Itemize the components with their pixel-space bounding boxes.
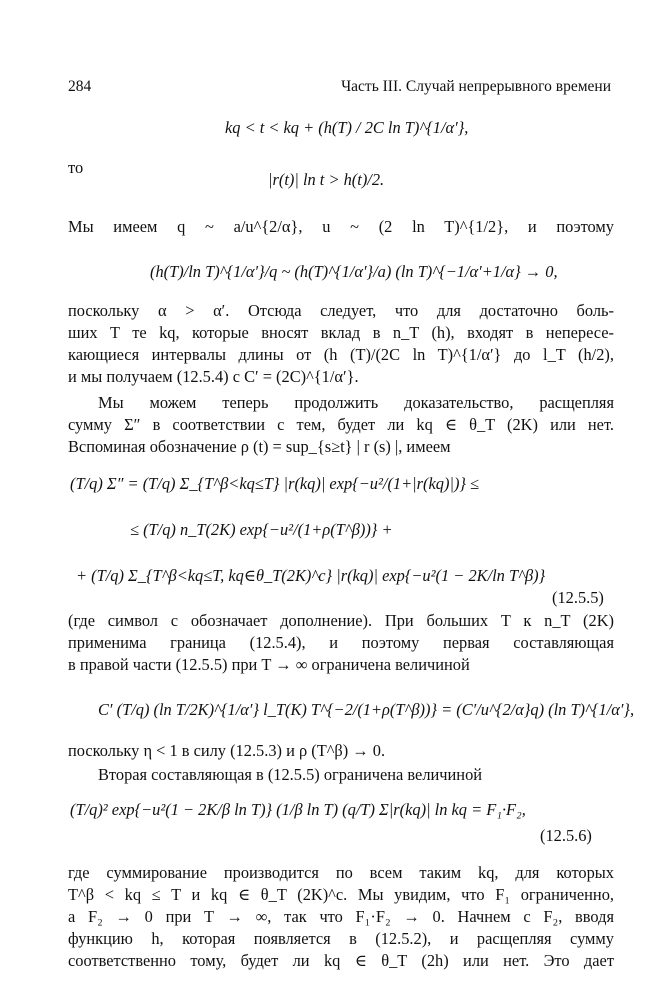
- text-line: и мы получаем (12.5.4) с C′ = (2C)^{1/α′}.: [68, 367, 359, 386]
- text-line: кающиеся интервалы длины от (h (T)/(2C ln T)^{1/α′} до l_T (h/2),: [68, 345, 614, 364]
- text-line: Мы имеем q ~ a/u^{2/α}, u ~ (2 ln T)^{1/2}, и поэтому: [68, 217, 614, 236]
- text-line: ших T те kq, которые вносят вклад в n_T (h), входят в непересе-: [68, 323, 614, 342]
- text-line: где суммирование производится по всем таким kq, для которых: [68, 863, 614, 882]
- text-line: Мы можем теперь продолжить доказательство, расщепляя: [98, 393, 614, 412]
- page-number: 284: [68, 78, 92, 95]
- text-line: применима граница (12.5.4), и поэтому первая составляющая: [68, 633, 614, 652]
- equation-5: C′ (T/q) (ln T/2K)^{1/α′} l_T(K) T^{−2/(1+ρ(T^β))} = (C′/u^{2/α}q) (ln T)^{1/α′},: [98, 700, 635, 719]
- equation-6: (T/q)² exp{−u²(1 − 2K/β ln T)} (1/β ln T) (q/T) Σ|r(kq)| ln kq = F₁·F₂,: [70, 800, 526, 819]
- text-line: T^β < kq ≤ T и kq ∈ θ_T (2K)^c. Мы увидим, что F₁ ограниченно,: [68, 885, 614, 904]
- text-line: функцию h, которая появляется в (12.5.2), и расщепляя сумму: [68, 929, 614, 948]
- text-line: в правой части (12.5.5) при T → ∞ ограничена величиной: [68, 655, 470, 674]
- equation-number: (12.5.6): [540, 826, 592, 845]
- text-line: Вспоминая обозначение ρ (t) = sup_{s≥t} | r (s) |, имеем: [68, 437, 451, 456]
- equation-4b: ≤ (T/q) n_T(2K) exp{−u²/(1+ρ(T^β))} +: [130, 520, 393, 539]
- text-line: поскольку α > α′. Отсюда следует, что для достаточно боль-: [68, 301, 614, 320]
- text-line: соответственно тому, будет ли kq ∈ θ_T (2h) или нет. Это дает: [68, 951, 614, 970]
- equation-4c: + (T/q) Σ_{T^β<kq≤T, kq∈θ_T(2K)^c} |r(kq)| exp{−u²(1 − 2K/ln T^β)}: [76, 566, 546, 585]
- text-line: Вторая составляющая в (12.5.5) ограничена величиной: [98, 765, 483, 784]
- text-line: (где символ c обозначает дополнение). При больших T к n_T (2K): [68, 611, 614, 630]
- word-to: то: [68, 158, 84, 177]
- equation-number: (12.5.5): [552, 588, 604, 607]
- equation-4a: (T/q) Σ″ = (T/q) Σ_{T^β<kq≤T} |r(kq)| exp{−u²/(1+|r(kq)|)} ≤: [70, 474, 480, 493]
- equation-2: |r(t)| ln t > h(t)/2.: [268, 170, 385, 189]
- text-line: поскольку η < 1 в силу (12.5.3) и ρ (T^β) → 0.: [68, 741, 386, 760]
- text-line: сумму Σ″ в соответствии с тем, будет ли kq ∈ θ_T (2K) или нет.: [68, 415, 614, 434]
- running-title: Часть III. Случай непрерывного времени: [341, 78, 611, 95]
- equation-3: (h(T)/ln T)^{1/α′}/q ~ (h(T)^{1/α′}/a) (ln T)^{−1/α′+1/α} → 0,: [150, 262, 558, 281]
- text-line: а F₂ → 0 при T → ∞, так что F₁·F₂ → 0. Начнем с F₂, вводя: [68, 907, 614, 926]
- equation-1: kq < t < kq + (h(T) / 2C ln T)^{1/α′},: [225, 118, 469, 137]
